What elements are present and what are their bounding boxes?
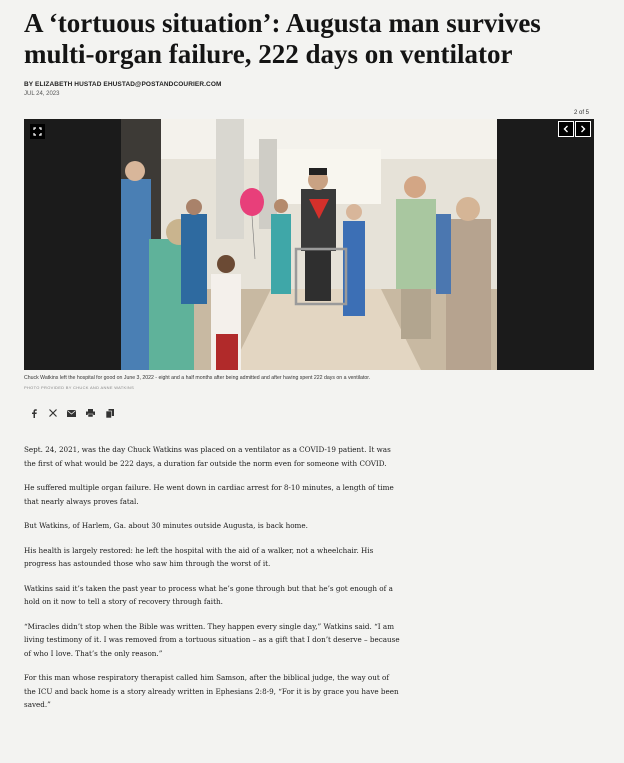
byline[interactable]: BY ELIZABETH HUSTAD EHUSTAD@POSTANDCOURIER.COM <box>24 81 222 88</box>
balloon-pink <box>240 188 264 216</box>
article-paragraph: Watkins said it’s taken the past year to process what he’s gone through but that he’s got enough of a hold on it now to tell a story of recovery through faith. <box>24 583 393 606</box>
person-right-3 <box>436 214 451 294</box>
article-paragraph: But Watkins, of Harlem, Ga. about 30 minutes outside Augusta, is back home. <box>24 521 308 530</box>
share-bar <box>28 408 115 418</box>
person-left-4 <box>181 214 207 304</box>
facebook-icon[interactable] <box>28 408 39 418</box>
expand-icon <box>33 127 42 136</box>
print-icon[interactable] <box>85 408 96 418</box>
article-paragraph: Sept. 24, 2021, was the day Chuck Watkins was placed on a ventilator as a COVID-19 patient. It was the first of what would be 222 days, a duration far outside the norm even for someone with COVID. <box>24 445 391 468</box>
person-right-2 <box>446 219 491 370</box>
next-photo-button[interactable] <box>575 121 591 137</box>
photo-credit: PHOTO PROVIDED BY CHUCK AND ANNE WATKINS <box>24 385 135 390</box>
article-paragraph: “Miracles didn’t stop when the Bible was written. They happen every single day,” Watkins said. “I am living testimony of it. I was removed from a tortuous situation – as a gift that I don’t deserve – because of who I love. That’s the only reason.” <box>24 621 400 658</box>
gallery-counter: 2 of 5 <box>574 110 590 116</box>
photo-gallery <box>24 119 594 370</box>
article-paragraph: For this man whose respiratory therapist called him Samson, after the biblical judge, the way out of the ICU and back home is a story already written in Ephesians 2:8-9, “For it is by grace you have been saved.” <box>24 673 399 709</box>
person-right-1 <box>396 199 436 289</box>
chevron-right-icon <box>579 125 587 133</box>
expand-button[interactable] <box>30 124 45 139</box>
article-paragraph: He suffered multiple organ failure. He went down in cardiac arrest for 8-10 minutes, a length of time that nearly always proves fatal. <box>24 483 394 506</box>
copy-icon[interactable] <box>104 408 115 418</box>
chevron-left-icon <box>562 125 570 133</box>
x-twitter-icon[interactable] <box>47 408 58 418</box>
email-icon[interactable] <box>66 408 77 418</box>
publish-date: JUL 24, 2023 <box>24 91 60 97</box>
article-body <box>24 443 402 723</box>
previous-photo-button[interactable] <box>558 121 574 137</box>
person-left-1 <box>121 179 151 370</box>
article-paragraph: His health is largely restored: he left the hospital with the aid of a walker, not a wheelchair. His progress has astounded those who saw him through the worst of it. <box>24 545 374 568</box>
photo-caption: Chuck Watkins left the hospital for good on June 3, 2022 - eight and a half months after being admitted and after having spent 222 days on a ventilator. <box>24 375 371 381</box>
patient-shirt <box>301 189 336 251</box>
gallery-photo[interactable] <box>121 119 497 370</box>
nurse-1 <box>271 214 291 294</box>
article-headline: A ‘tortuous situation’: Augusta man survives multi-organ failure, 222 days on ventilator <box>24 8 541 69</box>
photo-pillar <box>216 119 244 239</box>
